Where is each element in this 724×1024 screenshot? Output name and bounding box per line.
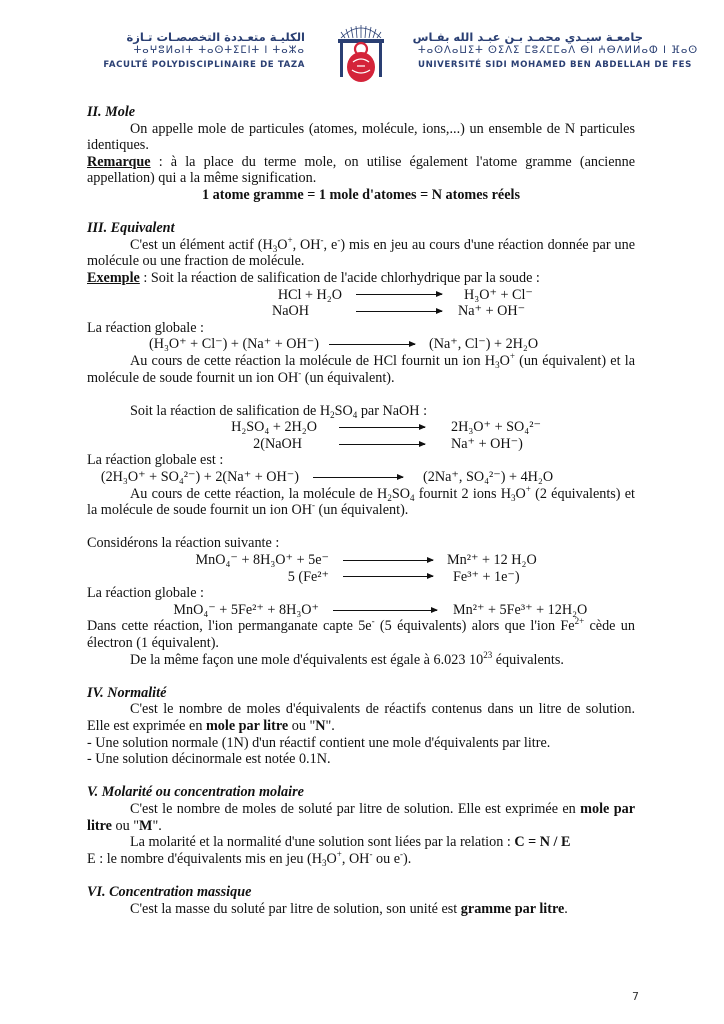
section-title-mole: II. Mole [87, 104, 136, 120]
normalite-definition: C'est le nombre de moles d'équivalents de réactifs contenus dans un litre de solution. Elle est exprimée en mole par litre ou "N". [87, 701, 635, 734]
equation-rhs: Na⁺ + OH⁻ [458, 303, 526, 320]
reaction-arrow [343, 576, 433, 577]
reaction-arrow [339, 444, 425, 445]
page-number: 7 [632, 990, 639, 1003]
global-reaction-label-2: La réaction globale est : [87, 452, 224, 469]
normalite-list-item-1: - Une solution normale (1N) d'un réactif contient une mole d'équivalents par litre. [87, 734, 551, 751]
section-title-molarite: V. Molarité ou concentration molaire [87, 784, 304, 801]
equation-iron [87, 569, 635, 586]
redox-intro: Considérons la réaction suivante : [87, 535, 280, 552]
global-reaction-label-1: La réaction globale : [87, 319, 204, 336]
equation-rhs: (2Na⁺, SO₄²⁻) + 4H₂O [423, 469, 554, 486]
mole-definition: On appelle mole de particules (atomes, molécule, ions,...) un ensemble de N particules identiques. [87, 120, 635, 154]
equation-lhs: NaOH [271, 303, 309, 320]
molarite-relation: La molarité et la normalité d'une solution sont liées par la relation : C = N / E [130, 834, 571, 851]
global-reaction-label-3: La réaction globale : [87, 585, 204, 602]
equivalent-definition: C'est un élément actif ($H_3O^+$, OH-, e-) mis en jeu au cours d'une réaction donnée par une molécule ou une fraction de molécule. [87, 234, 635, 270]
section-title-equivalent: III. Equivalent [87, 220, 175, 237]
concentration-massique-definition: C'est la masse du soluté par litre de solution, son unité est gramme par litre. [130, 900, 568, 917]
h2so4-explanation: Au cours de cette réaction, la molécule de $H_2SO_4$ fournit 2 ions $H_3O^+$ (2 équivalents) et la molécule de soude fournit un ion OH- (un équivalent). [87, 483, 636, 519]
molarite-definition: C'est le nombre de moles de soluté par litre de solution. Elle est exprimée en mole par litre ou "M". [87, 800, 635, 834]
equation-global-3 [87, 602, 635, 619]
equation-rhs: 2H₃O⁺ + SO₄²⁻ [451, 419, 541, 436]
faculty-name-block [90, 30, 305, 72]
university-logo [333, 22, 389, 84]
reaction-arrow [329, 344, 415, 345]
equation-rhs: H₃O⁺ + Cl⁻ [464, 286, 533, 303]
normalite-list-item-2: - Une solution décinormale est notée 0.1N. [87, 751, 331, 768]
equation-naoh [87, 303, 635, 320]
equation-rhs: Mn²⁺ + 12 H₂O [447, 552, 537, 569]
remark-text: : à la place du terme mole, on utilise également l'atome gramme (ancienne appellation) qui a la même signification. [87, 153, 635, 187]
reaction-arrow [333, 610, 437, 611]
reaction-arrow [313, 477, 403, 478]
faculty-name-tifinagh: ⵜⴰⵖⵓⵍⴰⵏⵜ ⵜⴰⵙⵜⵉⵎⵏⵜ ⵏ ⵜⴰⵣⴰ [133, 45, 305, 56]
reaction-arrow [356, 311, 442, 312]
h2so4-intro: Soit la réaction de salification de $H_2SO_4$ par NaOH : [130, 402, 428, 420]
equation-lhs: 5 (Fe²⁺ [287, 568, 329, 585]
reaction-arrow [356, 294, 442, 295]
faculty-name-arabic: الكليـة متعـددة التخصصـات تـازة [126, 30, 305, 44]
redox-explanation: Dans cette réaction, l'ion permanganate capte 5e- (5 équivalents) alors que l'ion $Fe^{2+}$ cède un électron (1 équivalent). [87, 616, 635, 651]
equation-lhs: (2H₃O⁺ + SO₄²⁻) + 2(Na⁺ + OH⁻) [100, 469, 299, 486]
equation-h2so4 [87, 419, 635, 436]
section-title-concentration-massique: VI. Concentration massique [87, 883, 252, 900]
equation-lhs: 2(NaOH [253, 435, 302, 452]
equation-lhs: H₂SO₄ + 2H₂O [231, 419, 317, 436]
equation-permanganate [87, 552, 635, 569]
document-body [87, 104, 635, 917]
example-line: Exemple : Soit la réaction de salification de l'acide chlorhydrique par la soude : [87, 269, 540, 286]
equation-lhs: (H₃O⁺ + Cl⁻) + (Na⁺ + OH⁻) [148, 336, 319, 353]
equation-rhs: Fe³⁺ + 1e⁻) [453, 568, 520, 585]
equation-rhs: Mn²⁺ + 5Fe³⁺ + 12H₂O [453, 601, 588, 618]
equation-lhs: MnO₄⁻ + 8H₃O⁺ + 5e⁻ [195, 552, 329, 569]
equation-rhs: (Na⁺, Cl⁻) + 2H₂O [429, 336, 539, 353]
equivalents-definition: E : le nombre d'équivalents mis en jeu ($H_3O^+$, OH- ou e-). [87, 848, 412, 868]
equation-lhs: HCl + H₂O [277, 286, 342, 303]
reaction-arrow [339, 427, 425, 428]
hcl-explanation: Au cours de cette réaction la molécule de HCl fournit un ion $H_3O^+$ (un équivalent) et la molécule de soude fournit un ion OH- (un équivalent). [87, 350, 635, 386]
mole-formula: 1 atome gramme = 1 mole d'atomes = N atomes réels [202, 186, 520, 203]
equation-global-1 [87, 336, 635, 353]
equation-lhs: MnO₄⁻ + 5Fe²⁺ + 8H₃O⁺ [173, 601, 319, 618]
remark-label: Remarque [87, 153, 151, 170]
reaction-arrow [343, 560, 433, 561]
page-header [0, 0, 724, 95]
section-title-normalite: IV. Normalité [87, 684, 167, 701]
equation-rhs: Na⁺ + OH⁻) [451, 435, 523, 452]
avogadro-equivalents: De la même façon une mole d'équivalents est égale à 6.023 $10^{23}$ équivalents. [130, 649, 564, 668]
university-name-block [412, 30, 699, 72]
university-name-latin: UNIVERSITÉ SIDI MOHAMED BEN ABDELLAH DE FES [418, 60, 692, 70]
mole-remark [87, 154, 635, 187]
equation-global-2 [87, 469, 635, 486]
equation-hcl [87, 287, 635, 304]
university-name-tifinagh: ⵜⴰⵙⴷⴰⵡⵉⵜ ⵙⵉⴷⵉ ⵎⵓⵃⵎⵎⴰⴷ ⴱⵏ ⵄⴱⴷⵍⵍⴰⵀ ⵏ ⴼⴰⵙ [418, 45, 699, 56]
university-name-arabic: جامعـة سيـدي محمـد بـن عبـد الله بفـاس [412, 30, 643, 44]
faculty-name-latin: FACULTÉ POLYDISCIPLINAIRE DE TAZA [103, 60, 305, 70]
example-label: Exemple [87, 269, 140, 286]
equation-naoh-2 [87, 436, 635, 453]
